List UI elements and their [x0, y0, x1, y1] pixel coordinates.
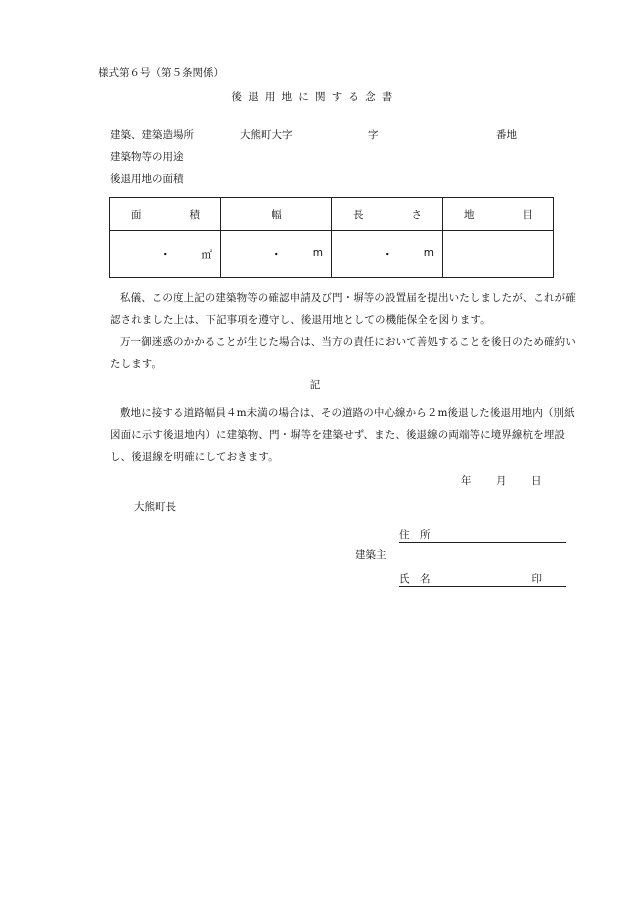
- town-label: 大熊町大字: [240, 129, 293, 141]
- header-cell-width: [221, 198, 332, 231]
- decimal-point: ・: [271, 248, 282, 261]
- decimal-point: ・: [160, 248, 171, 261]
- date-year-label: 年: [461, 475, 472, 487]
- document-title: 後退用地に関する念書: [231, 91, 399, 103]
- header-land-char2: 目: [522, 208, 533, 221]
- date-month-label: 月: [496, 475, 507, 487]
- value-cell-width[interactable]: [221, 231, 332, 278]
- value-cell-area[interactable]: [110, 231, 221, 278]
- header-land-char1: 地: [464, 208, 475, 221]
- record-paragraph: 敷地に接する道路幅員４m未満の場合は、その道路の中心線から２m後退した後退用地内（別紙図面に示す後退地内）に建築物、門・塀等を建築せず、また、後退線の両端等に境界線杭を埋設し、後退線を明確にしておきます。: [110, 407, 575, 463]
- record-text: [110, 402, 580, 468]
- decimal-point: ・: [382, 248, 393, 261]
- declaration-text: [110, 287, 580, 375]
- seal-mark: 印: [531, 573, 542, 585]
- address-field[interactable]: [399, 528, 566, 543]
- applicant-role-label: 建築主: [355, 549, 387, 561]
- setback-area-table: [109, 197, 554, 278]
- declaration-paragraph-2: 万一御迷惑のかかることが生じた場合は、当方の責任において善処することを後日のため確約いたします。: [110, 336, 576, 370]
- table-header-row: [110, 198, 554, 231]
- header-length-char2: さ: [411, 208, 422, 221]
- header-cell-area: [110, 198, 221, 231]
- unit-meter: m: [423, 246, 434, 259]
- header-width-char: 幅: [271, 208, 282, 221]
- unit-square-meter: ㎡: [201, 248, 212, 261]
- setback-area-label: 後退用地の面積: [110, 173, 184, 185]
- declaration-paragraph-1: 私儀、この度上記の建築物等の確認申請及び門・塀等の設置届を提出いたしましたが、これが確認されました上は、下記事項を遵守し、後退用地としての機能保全を図ります。: [110, 292, 576, 326]
- construction-site-label: 建築、建築造場所: [110, 129, 194, 141]
- header-cell-land-category: [443, 198, 554, 231]
- addressee: 大熊町長: [134, 501, 176, 513]
- header-cell-length: [332, 198, 443, 231]
- record-heading: 記: [309, 379, 321, 391]
- address-label: 住 所: [399, 529, 431, 541]
- form-number: 様式第６号（第５条関係）: [98, 67, 224, 79]
- unit-meter: m: [312, 246, 323, 259]
- building-use-label: 建築物等の用途: [110, 151, 184, 163]
- date-day-label: 日: [531, 475, 542, 487]
- value-cell-length[interactable]: [332, 231, 443, 278]
- table-value-row: [110, 231, 554, 278]
- banchi-label: 番地: [496, 129, 517, 141]
- aza-label: 字: [368, 129, 379, 141]
- name-field[interactable]: [399, 572, 566, 587]
- header-area-char2: 積: [189, 208, 200, 221]
- name-label: 氏 名: [399, 573, 431, 585]
- header-length-char1: 長: [353, 208, 364, 221]
- header-area-char1: 面: [131, 208, 142, 221]
- value-cell-land-category[interactable]: [443, 231, 554, 278]
